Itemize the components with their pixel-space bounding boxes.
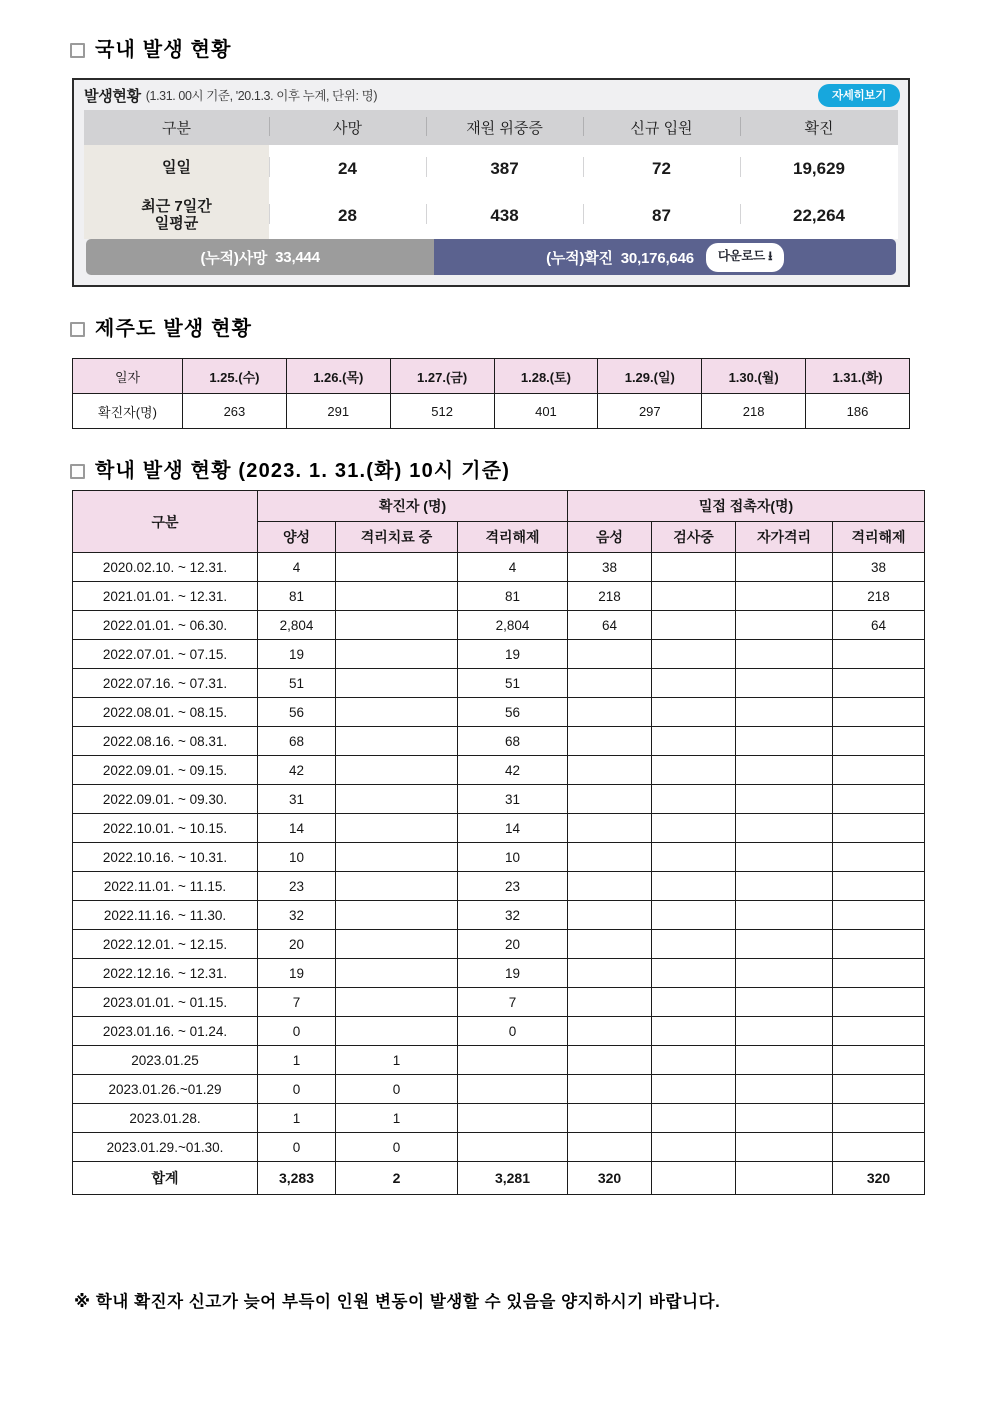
cell-isolation-released: 31 [458,785,568,814]
cell-in-isolation-treatment [336,727,458,756]
cell-in-isolation-treatment: 1 [336,1104,458,1133]
cell-positive: 19 [258,640,336,669]
cell-weekly-death: 28 [269,192,426,239]
checkbox-icon [70,464,85,479]
cell-daily-death: 24 [269,145,426,192]
cell-in-isolation-treatment [336,698,458,727]
cell-self-quarantine [736,1075,833,1104]
cell-negative [568,930,652,959]
cell-under-test [652,1162,736,1195]
cell-positive: 0 [258,1017,336,1046]
row-label-period: 2022.07.01. ~ 07.15. [73,640,258,669]
cell-positive: 7 [258,988,336,1017]
col-group-header-confirmed: 확진자 (명) [258,491,568,522]
cell-isolation-released: 19 [458,959,568,988]
cell-in-isolation-treatment: 0 [336,1075,458,1104]
cell-isolation-released: 10 [458,843,568,872]
table-row [73,1046,925,1075]
cell-self-quarantine [736,669,833,698]
col-header-0125: 1.25.(수) [183,359,287,394]
cell-negative [568,698,652,727]
cell-negative [568,785,652,814]
cell-negative [568,1075,652,1104]
cell-in-isolation-treatment: 2 [336,1162,458,1195]
cell-negative [568,988,652,1017]
cell-negative [568,1046,652,1075]
cell-self-quarantine [736,727,833,756]
cell-positive: 19 [258,959,336,988]
section-title-campus: 학내 발생 현황 (2023. 1. 31.(화) 10시 기준) [95,460,511,482]
cell-under-test [652,611,736,640]
cell-isolation-released: 56 [458,698,568,727]
col-group-header-close-contact: 밀접 접촉자(명) [568,491,925,522]
cell-weekly-confirmed: 22,264 [740,192,898,239]
cumulative-confirmed-panel [434,239,896,275]
cell-contact-isolation-released [833,959,925,988]
cell-self-quarantine [736,553,833,582]
cell-contact-isolation-released: 64 [833,611,925,640]
table-row [73,1104,925,1133]
cell-positive: 23 [258,872,336,901]
cell-isolation-released: 20 [458,930,568,959]
cell-under-test [652,959,736,988]
col-header-in-isolation-treatment: 격리치료 중 [336,522,458,553]
cell-isolation-released: 7 [458,988,568,1017]
cell-daily-critical: 387 [426,145,583,192]
cell-negative [568,1133,652,1162]
cell-positive: 56 [258,698,336,727]
cell-isolation-released: 2,804 [458,611,568,640]
cell-positive: 51 [258,669,336,698]
table-row [73,872,925,901]
cell-positive: 10 [258,843,336,872]
cell-under-test [652,785,736,814]
cell-contact-isolation-released [833,698,925,727]
row-label-period: 2022.08.16. ~ 08.31. [73,727,258,756]
row-label-period: 2023.01.16. ~ 01.24. [73,1017,258,1046]
col-header-category: 구분 [84,110,269,145]
cell-isolation-released: 14 [458,814,568,843]
cell-negative [568,843,652,872]
cell-contact-isolation-released [833,669,925,698]
cell-daily-new-admission: 72 [583,145,740,192]
jeju-status-table [72,358,910,429]
cell-contact-isolation-released [833,843,925,872]
cell-negative [568,727,652,756]
cell-positive: 32 [258,901,336,930]
cell-weekly-critical: 438 [426,192,583,239]
cell-under-test [652,756,736,785]
row-label-period: 2023.01.26.~01.29 [73,1075,258,1104]
cell-negative [568,1017,652,1046]
cell-isolation-released: 81 [458,582,568,611]
cell-in-isolation-treatment [336,930,458,959]
col-header-critical: 재원 위중증 [426,110,583,145]
section-title-national: 국내 발생 현황 [95,39,232,61]
cell-self-quarantine [736,582,833,611]
campus-table-body [73,553,925,1195]
cell-isolation-released: 19 [458,640,568,669]
cell-contact-isolation-released: 218 [833,582,925,611]
national-card-title: 발생현황 [84,87,141,105]
cell-under-test [652,1133,736,1162]
cell-isolation-released: 42 [458,756,568,785]
col-header-0128: 1.28.(토) [494,359,598,394]
cell-positive: 42 [258,756,336,785]
detail-view-button[interactable]: 자세히보기 [818,84,900,107]
cell-negative [568,959,652,988]
table-row [73,640,925,669]
cell-self-quarantine [736,814,833,843]
cell-in-isolation-treatment [336,988,458,1017]
cell-jeju-0128: 401 [494,394,598,429]
cell-self-quarantine [736,1046,833,1075]
national-status-table [84,110,898,239]
row-label-confirmed: 확진자(명) [73,394,183,429]
col-header-new-admission: 신규 입원 [583,110,740,145]
cell-self-quarantine [736,1133,833,1162]
national-card-footer [86,239,896,275]
section-heading-campus [70,461,510,481]
row-label-period: 2022.11.01. ~ 11.15. [73,872,258,901]
cell-positive: 68 [258,727,336,756]
cell-contact-isolation-released [833,901,925,930]
row-label-period: 2022.10.16. ~ 10.31. [73,843,258,872]
table-header-row [73,359,910,394]
cell-contact-isolation-released [833,814,925,843]
table-row [73,394,910,429]
cell-under-test [652,582,736,611]
cell-contact-isolation-released [833,872,925,901]
national-card-subtitle: (1.31. 00시 기준, '20.1.3. 이후 누계, 단위: 명) [145,89,378,103]
row-label-period: 2022.07.16. ~ 07.31. [73,669,258,698]
campus-table-wrapper [72,490,925,1195]
cell-jeju-0131: 186 [806,394,910,429]
national-status-card [72,78,910,287]
cell-under-test [652,669,736,698]
cell-negative [568,872,652,901]
cell-in-isolation-treatment [336,872,458,901]
cell-self-quarantine [736,988,833,1017]
cell-self-quarantine [736,1104,833,1133]
cell-jeju-0127: 512 [390,394,494,429]
cell-isolation-released: 32 [458,901,568,930]
cumulative-death-panel [86,239,434,275]
row-label-weekly-average [84,192,269,239]
cumulative-confirmed-text [546,247,694,268]
cell-in-isolation-treatment [336,959,458,988]
cell-in-isolation-treatment [336,1017,458,1046]
cell-isolation-released [458,1046,568,1075]
table-row [73,901,925,930]
col-header-contact-isolation-released: 격리해제 [833,522,925,553]
cell-under-test [652,553,736,582]
cell-self-quarantine [736,959,833,988]
row-label-period: 2022.12.16. ~ 12.31. [73,959,258,988]
table-row [73,611,925,640]
table-row [73,1017,925,1046]
cell-in-isolation-treatment [336,843,458,872]
row-label-period: 2022.11.16. ~ 11.30. [73,901,258,930]
table-row [73,1075,925,1104]
cell-under-test [652,988,736,1017]
cell-isolation-released: 0 [458,1017,568,1046]
col-header-self-quarantine: 자가격리 [736,522,833,553]
cell-negative: 38 [568,553,652,582]
cell-daily-confirmed: 19,629 [740,145,898,192]
table-row [73,785,925,814]
cell-positive: 81 [258,582,336,611]
cell-contact-isolation-released [833,1046,925,1075]
download-button[interactable]: 다운로드 ⭳ [706,243,784,272]
cell-in-isolation-treatment [336,640,458,669]
cell-contact-isolation-released [833,1017,925,1046]
cell-under-test [652,872,736,901]
cell-self-quarantine [736,930,833,959]
cell-positive: 1 [258,1046,336,1075]
cell-contact-isolation-released [833,1104,925,1133]
cell-contact-isolation-released [833,785,925,814]
row-label-period: 2020.02.10. ~ 12.31. [73,553,258,582]
cell-isolation-released: 51 [458,669,568,698]
cell-in-isolation-treatment [336,785,458,814]
table-row [73,727,925,756]
table-row [84,145,898,192]
campus-status-table [72,490,925,1195]
cumulative-confirmed-value: 30,176,646 [620,249,694,267]
row-label-period: 2023.01.29.~01.30. [73,1133,258,1162]
cell-jeju-0129: 297 [598,394,702,429]
cell-in-isolation-treatment [336,901,458,930]
cell-self-quarantine [736,756,833,785]
cell-jeju-0130: 218 [702,394,806,429]
col-header-isolation-released: 격리해제 [458,522,568,553]
table-row [73,1133,925,1162]
jeju-table-wrapper [72,358,910,429]
cell-contact-isolation-released [833,640,925,669]
row-label-period: 2022.01.01. ~ 06.30. [73,611,258,640]
row-label-line1: 최근 7일간 [141,197,212,215]
cell-negative [568,901,652,930]
cell-self-quarantine [736,1017,833,1046]
cumulative-death-label: (누적)사망 [200,249,268,267]
col-header-0130: 1.30.(월) [702,359,806,394]
cell-negative [568,1104,652,1133]
row-label-period: 2021.01.01. ~ 12.31. [73,582,258,611]
cell-contact-isolation-released [833,1075,925,1104]
cell-in-isolation-treatment [336,553,458,582]
cell-under-test [652,640,736,669]
col-header-confirmed: 확진 [740,110,898,145]
cell-isolation-released [458,1104,568,1133]
cell-under-test [652,930,736,959]
cell-contact-isolation-released: 38 [833,553,925,582]
cell-contact-isolation-released [833,756,925,785]
table-row [84,192,898,239]
table-row [73,843,925,872]
cell-under-test [652,901,736,930]
table-row [73,1162,925,1195]
footer-note: ※ 학내 확진자 신고가 늦어 부득이 인원 변동이 발생할 수 있음을 양지하시기 바랍니다. [74,1293,721,1311]
col-header-0131: 1.31.(화) [806,359,910,394]
cell-isolation-released: 3,281 [458,1162,568,1195]
cell-self-quarantine [736,872,833,901]
checkbox-icon [70,322,85,337]
table-row [73,814,925,843]
cell-self-quarantine [736,640,833,669]
col-header-0129: 1.29.(일) [598,359,702,394]
cell-isolation-released [458,1075,568,1104]
col-header-date: 일자 [73,359,183,394]
row-label-period: 2023.01.01. ~ 01.15. [73,988,258,1017]
cell-contact-isolation-released [833,727,925,756]
table-header-row [84,110,898,145]
cell-in-isolation-treatment [336,814,458,843]
cell-positive: 0 [258,1133,336,1162]
col-header-under-test: 검사중 [652,522,736,553]
row-label-period: 2022.08.01. ~ 08.15. [73,698,258,727]
table-row [73,930,925,959]
table-row [73,698,925,727]
table-row [73,988,925,1017]
national-card-header [74,80,908,110]
cell-contact-isolation-released [833,1133,925,1162]
cell-in-isolation-treatment [336,611,458,640]
cell-negative [568,669,652,698]
cell-self-quarantine [736,901,833,930]
cumulative-death-value: 33,444 [275,248,320,266]
cell-self-quarantine [736,611,833,640]
row-label-period: 2022.12.01. ~ 12.15. [73,930,258,959]
cell-negative [568,756,652,785]
table-row [73,553,925,582]
cell-positive: 3,283 [258,1162,336,1195]
col-header-negative: 음성 [568,522,652,553]
cell-under-test [652,1046,736,1075]
cell-weekly-new-admission: 87 [583,192,740,239]
cell-jeju-0126: 291 [286,394,390,429]
cell-under-test [652,1017,736,1046]
cell-negative: 218 [568,582,652,611]
cell-self-quarantine [736,1162,833,1195]
cell-positive: 1 [258,1104,336,1133]
row-label-period: 2022.10.01. ~ 10.15. [73,814,258,843]
checkbox-icon [70,43,85,58]
cell-self-quarantine [736,785,833,814]
col-header-0127: 1.27.(금) [390,359,494,394]
section-title-jeju: 제주도 발생 현황 [95,318,253,340]
cell-isolation-released: 4 [458,553,568,582]
row-label-period: 2023.01.28. [73,1104,258,1133]
row-label-daily: 일일 [84,145,269,192]
cell-negative [568,640,652,669]
table-header-row-group [73,491,925,522]
table-row [73,756,925,785]
section-heading-jeju [70,319,252,339]
col-header-0126: 1.26.(목) [286,359,390,394]
row-label-total: 합계 [73,1162,258,1195]
cell-isolation-released: 68 [458,727,568,756]
col-header-positive: 양성 [258,522,336,553]
row-label-period: 2022.09.01. ~ 09.15. [73,756,258,785]
cumulative-confirmed-label: (누적)확진 [546,249,613,267]
table-row [73,959,925,988]
cell-in-isolation-treatment: 0 [336,1133,458,1162]
cell-negative [568,814,652,843]
cell-under-test [652,1104,736,1133]
cell-in-isolation-treatment [336,582,458,611]
cell-self-quarantine [736,698,833,727]
cell-positive: 4 [258,553,336,582]
col-header-death: 사망 [269,110,426,145]
cell-contact-isolation-released [833,930,925,959]
cell-negative: 320 [568,1162,652,1195]
cell-contact-isolation-released: 320 [833,1162,925,1195]
section-heading-national [70,40,232,60]
row-label-line2: 일평균 [154,214,199,232]
row-label-period: 2022.09.01. ~ 09.30. [73,785,258,814]
table-row [73,669,925,698]
cell-contact-isolation-released [833,988,925,1017]
cell-in-isolation-treatment [336,669,458,698]
cell-positive: 20 [258,930,336,959]
cell-in-isolation-treatment [336,756,458,785]
row-label-period: 2023.01.25 [73,1046,258,1075]
col-header-category: 구분 [73,491,258,553]
cell-under-test [652,1075,736,1104]
cell-under-test [652,843,736,872]
cell-isolation-released [458,1133,568,1162]
cell-self-quarantine [736,843,833,872]
cell-under-test [652,814,736,843]
cell-positive: 31 [258,785,336,814]
cell-positive: 14 [258,814,336,843]
cell-positive: 0 [258,1075,336,1104]
cell-positive: 2,804 [258,611,336,640]
cell-in-isolation-treatment: 1 [336,1046,458,1075]
cell-negative: 64 [568,611,652,640]
cell-isolation-released: 23 [458,872,568,901]
cell-under-test [652,727,736,756]
cell-jeju-0125: 263 [183,394,287,429]
table-row [73,582,925,611]
cell-under-test [652,698,736,727]
